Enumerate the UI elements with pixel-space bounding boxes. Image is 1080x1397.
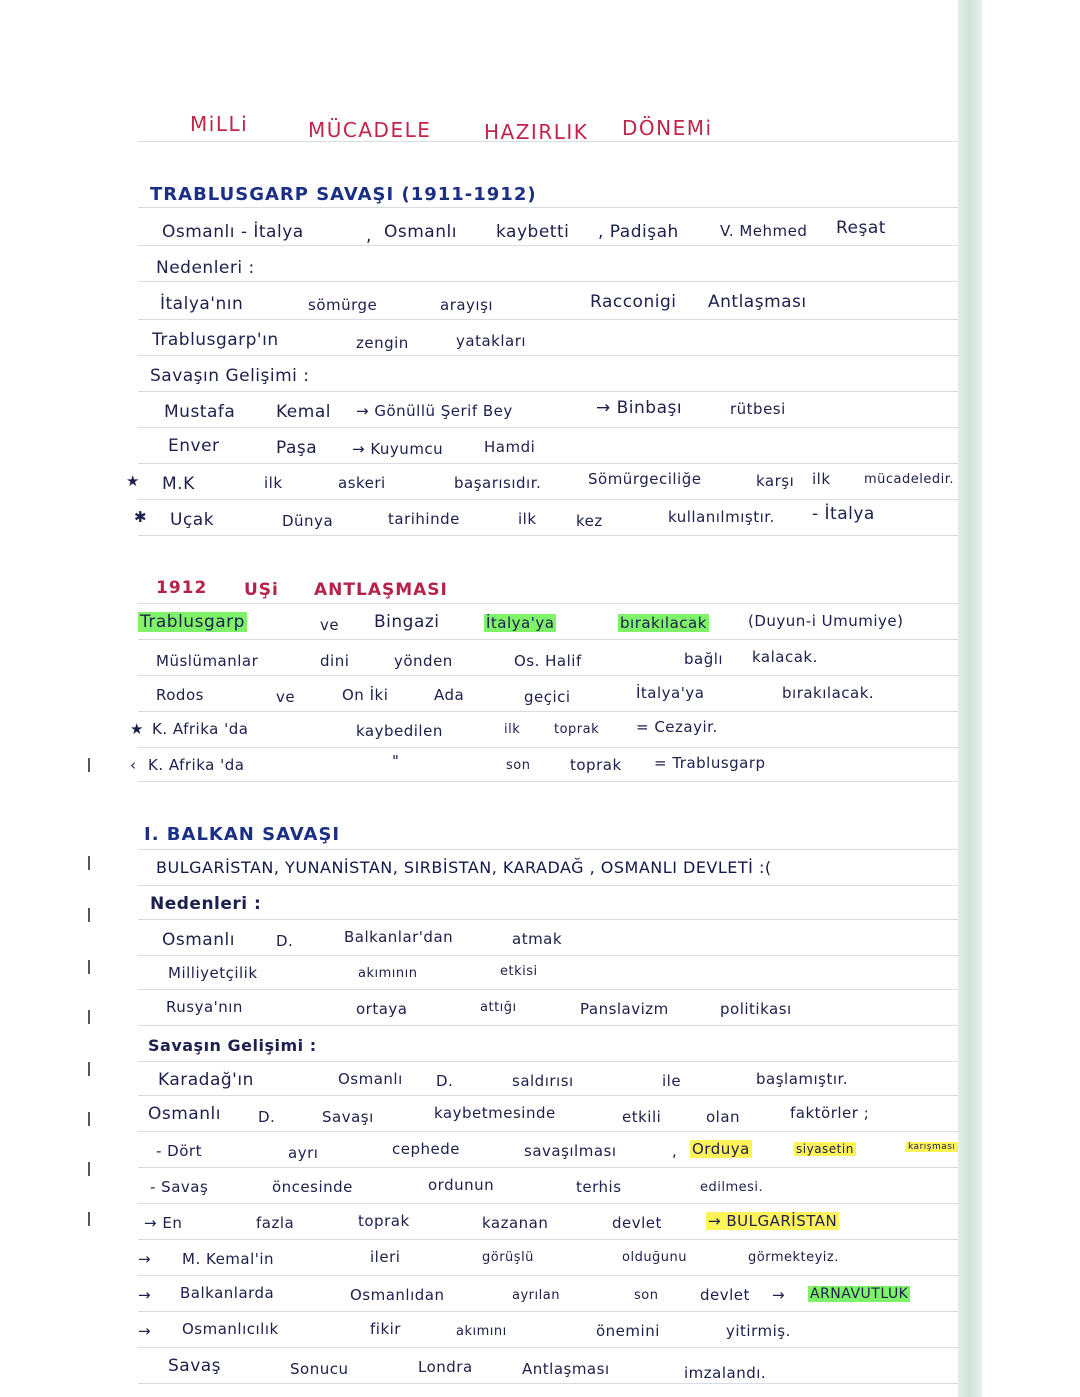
note-text: rütbesi (730, 400, 786, 418)
note-text: saldırısı (512, 1072, 574, 1090)
note-text: Antlaşması (708, 292, 807, 312)
ruled-line (138, 1275, 958, 1276)
section-heading: UŞi (244, 580, 279, 600)
ruled-line (138, 781, 958, 782)
note-text: Dünya (282, 512, 334, 530)
note-text: Osmanlı (148, 1104, 221, 1124)
note-text: faktörler ; (790, 1104, 870, 1122)
note-text: = Trablusgarp (654, 754, 766, 772)
section-heading: I. BALKAN SAVAŞI (144, 824, 341, 845)
highlighted-term: İtalya'ya (486, 614, 555, 632)
note-text: → Kuyumcu (352, 440, 444, 458)
note-text: ayrı (288, 1144, 319, 1162)
ruled-line (138, 639, 958, 640)
subheading: Nedenleri : (150, 894, 262, 914)
highlighted-term: Trablusgarp (140, 612, 245, 632)
note-text: başlamıştır. (756, 1070, 849, 1088)
page-edge-stripe (958, 0, 982, 1397)
margin-tick (88, 1212, 90, 1226)
note-text: Hamdi (484, 438, 536, 456)
bullet-mark: ‹ (130, 756, 137, 774)
note-text: Enver (168, 436, 220, 456)
note-text: fikir (370, 1320, 401, 1338)
page-title-word: MÜCADELE (308, 118, 432, 142)
note-text: etkisi (500, 964, 538, 979)
ruled-line (138, 711, 958, 712)
note-text: Trablusgarp'ın (152, 330, 279, 350)
note-text: savaşılması (524, 1142, 617, 1160)
ruled-line (138, 427, 958, 428)
subheading: Savaşın Gelişimi : (148, 1036, 317, 1055)
note-text: geçici (524, 688, 571, 706)
note-text: akımının (358, 966, 418, 981)
note-text: → En (144, 1214, 183, 1232)
note-text: politikası (720, 1000, 792, 1018)
note-text: → Gönüllü Şerif Bey (356, 402, 513, 420)
note-text: Osmanlıcılık (182, 1320, 279, 1338)
note-text: dini (320, 652, 350, 670)
margin-tick (88, 960, 90, 974)
note-text: tarihinde (388, 510, 460, 528)
note-text: - Dört (156, 1142, 202, 1160)
note-text: Savaşı (322, 1108, 374, 1126)
margin-tick (88, 1062, 90, 1076)
star-bullet: ★ (126, 472, 140, 490)
note-text: Osmanlı (162, 930, 235, 950)
note-text: → Binbaşı (596, 398, 683, 418)
note-text: kalacak. (752, 648, 818, 666)
note-text: son (506, 758, 531, 773)
note-text: Osmanlı - İtalya (162, 222, 304, 242)
ruled-line (138, 207, 958, 208)
note-text: M.K (162, 474, 195, 494)
note-text: edilmesi. (700, 1180, 764, 1195)
page-edge-margin (982, 0, 1080, 1397)
note-text: yitirmiş. (726, 1322, 791, 1340)
note-text: görüşlü (482, 1250, 534, 1265)
ruled-line (138, 245, 958, 246)
highlighted-term: ARNAVUTLUK (810, 1286, 909, 1302)
arrow-bullet: → (138, 1322, 152, 1340)
note-text: Osmanlı (384, 222, 457, 242)
note-text: D. (436, 1072, 454, 1090)
page-title-word: HAZIRLIK (484, 120, 589, 144)
note-text: ortaya (356, 1000, 408, 1018)
note-text: ve (320, 616, 340, 634)
ruled-line (138, 675, 958, 676)
note-text: ordunun (428, 1176, 495, 1194)
section-heading: 1912 (156, 578, 208, 598)
note-text: - İtalya (812, 504, 875, 524)
note-text: Mustafa (164, 402, 236, 422)
note-text: Paşa (276, 438, 318, 458)
note-text: Bingazi (374, 612, 440, 632)
note-text: ilk (812, 470, 831, 488)
note-text: fazla (256, 1214, 295, 1232)
note-text: ilk (518, 510, 537, 528)
note-text: bırakılacak. (782, 684, 875, 702)
note-text: bağlı (684, 650, 724, 668)
note-text: yatakları (456, 332, 527, 350)
ruled-line (138, 603, 958, 604)
note-text: V. Mehmed (720, 222, 808, 240)
ruled-line (138, 1203, 958, 1204)
note-text: Rusya'nın (166, 998, 243, 1016)
ruled-line (138, 463, 958, 464)
highlighted-term: Orduya (692, 1140, 750, 1158)
ruled-line (138, 1061, 958, 1062)
ruled-line (138, 747, 958, 748)
ruled-line (138, 989, 958, 990)
note-text: askeri (338, 474, 386, 492)
note-text: " (392, 752, 400, 770)
note-text: karşı (756, 472, 795, 490)
note-text: Reşat (836, 218, 886, 238)
star-bullet: ★ (130, 720, 144, 738)
note-text: Savaş (168, 1356, 222, 1376)
subheading: Nedenleri : (156, 258, 255, 278)
ruled-line (138, 1347, 958, 1348)
ruled-line (138, 849, 958, 850)
note-text: kullanılmıştır. (668, 508, 775, 526)
note-text: K. Afrika 'da (148, 756, 245, 774)
note-text: Rodos (156, 686, 204, 704)
note-text: cephede (392, 1140, 460, 1158)
ruled-line (138, 885, 958, 886)
note-text: devlet (700, 1286, 750, 1304)
arrow-bullet: → (138, 1286, 152, 1304)
note-text: Osmanlıdan (350, 1286, 445, 1304)
note-text: M. Kemal'in (182, 1250, 275, 1268)
note-text: ileri (370, 1248, 401, 1266)
ruled-line (138, 499, 958, 500)
margin-tick (88, 1010, 90, 1024)
ruled-line (138, 535, 958, 536)
ruled-line (138, 391, 958, 392)
margin-tick (88, 856, 90, 870)
note-text: (Duyun-i Umumiye) (748, 612, 904, 630)
note-text: önemini (596, 1322, 660, 1340)
note-text: ve (276, 688, 296, 706)
note-text: imzalandı. (684, 1364, 767, 1382)
note-text: Balkanlar'dan (344, 928, 454, 946)
star-bullet: ✱ (134, 508, 148, 526)
page-title-word: DÖNEMi (622, 116, 713, 140)
note-text: sömürge (308, 296, 378, 314)
note-text: Ada (434, 686, 465, 704)
note-text: Osmanlı (338, 1070, 403, 1088)
highlighted-term: → BULGARİSTAN (708, 1212, 838, 1230)
note-text: , (366, 226, 372, 246)
note-text: K. Afrika 'da (152, 720, 249, 738)
note-text: son (634, 1288, 659, 1303)
highlighted-term: karışması (906, 1142, 958, 1152)
note-text: toprak (358, 1212, 410, 1230)
note-text: ilk (504, 722, 521, 737)
note-text: Panslavizm (580, 1000, 669, 1018)
note-text: olan (706, 1108, 741, 1126)
note-text: - Savaş (150, 1178, 209, 1196)
section-heading: ANTLAŞMASI (314, 580, 448, 600)
note-text: olduğunu (622, 1250, 688, 1265)
note-text: akımını (456, 1324, 507, 1339)
note-text: Milliyetçilik (168, 964, 258, 982)
note-text: atmak (512, 930, 563, 948)
note-text: kaybetti (496, 222, 570, 242)
note-text: devlet (612, 1214, 662, 1232)
note-text: D. (258, 1108, 276, 1126)
note-text: , Padişah (598, 222, 679, 242)
note-text: D. (276, 932, 294, 950)
margin-tick (88, 1162, 90, 1176)
note-text: kaybedilen (356, 722, 443, 740)
note-text: Racconigi (590, 292, 677, 312)
ruled-line (138, 1025, 958, 1026)
ruled-line (138, 355, 958, 356)
ruled-line (138, 1311, 958, 1312)
subheading: Savaşın Gelişimi : (150, 366, 310, 386)
highlighted-term: bırakılacak (620, 614, 707, 632)
note-text: etkili (622, 1108, 662, 1126)
ruled-line (138, 955, 958, 956)
note-text: arayışı (440, 296, 494, 314)
ruled-line (138, 281, 958, 282)
ruled-line (138, 1383, 958, 1384)
note-text: ayrılan (512, 1288, 560, 1303)
note-text: , (672, 1142, 678, 1160)
note-text: toprak (554, 722, 600, 737)
section-heading: TRABLUSGARP SAVAŞI (1911-1912) (150, 184, 537, 205)
note-text: terhis (576, 1178, 622, 1196)
highlighted-term: siyasetin (796, 1142, 854, 1156)
note-text: Müslümanlar (156, 652, 259, 670)
note-text: Karadağ'ın (158, 1070, 254, 1090)
note-text: Os. Halif (514, 652, 582, 670)
ruled-line (138, 1239, 958, 1240)
note-text: = Cezayir. (636, 718, 718, 736)
note-text: attığı (480, 1000, 517, 1015)
page-title-word: MiLLi (190, 112, 249, 136)
arrow-bullet: → (138, 1250, 152, 1268)
ruled-line (138, 319, 958, 320)
note-text: kaybetmesinde (434, 1104, 556, 1122)
note-text: kazanan (482, 1214, 549, 1232)
note-text: İtalya'nın (160, 294, 244, 314)
note-text: Kemal (276, 402, 331, 422)
note-text: Balkanlarda (180, 1284, 275, 1302)
note-text: Sonucu (290, 1360, 349, 1378)
note-text: başarısıdır. (454, 474, 542, 492)
note-text: BULGARİSTAN, YUNANİSTAN, SIRBİSTAN, KARADAĞ , OSMANLI DEVLETİ :( (156, 858, 772, 877)
ruled-line (138, 1131, 958, 1132)
note-text: Londra (418, 1358, 473, 1376)
note-text: Uçak (170, 510, 215, 530)
note-text: İtalya'ya (636, 684, 705, 702)
margin-tick (88, 908, 90, 922)
note-text: öncesinde (272, 1178, 353, 1196)
margin-tick (88, 758, 90, 772)
ruled-line (138, 1167, 958, 1168)
ruled-line (138, 919, 958, 920)
margin-tick (88, 1112, 90, 1126)
note-text: Sömürgeciliğe (588, 470, 702, 488)
note-text: mücadeledir. (864, 472, 955, 487)
note-text: yönden (394, 652, 453, 670)
note-text: Antlaşması (522, 1360, 610, 1378)
note-text: On İki (342, 686, 389, 704)
note-text: ilk (264, 474, 283, 492)
note-text: görmekteyiz. (748, 1250, 839, 1265)
note-text: toprak (570, 756, 622, 774)
ruled-line (138, 1095, 958, 1096)
note-text: ile (662, 1072, 682, 1090)
note-text: kez (576, 512, 603, 530)
note-text: zengin (356, 334, 409, 352)
note-text: → (772, 1286, 786, 1304)
